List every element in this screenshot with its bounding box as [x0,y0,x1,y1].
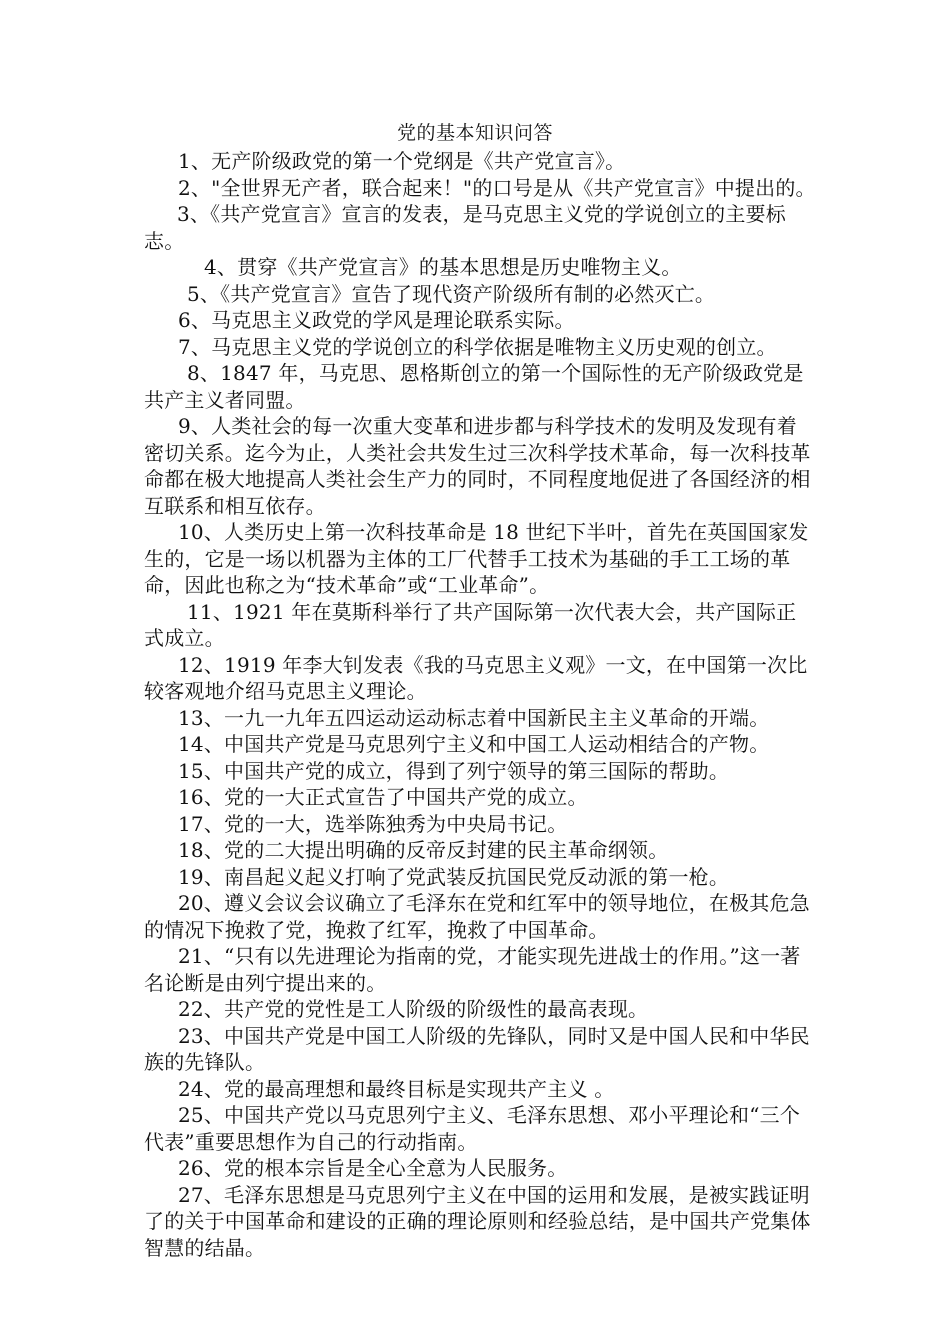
qa-item-20: 20、遵义会议会议确立了毛泽东在党和红军中的领导地位，在极其危急的情况下挽救了党，挽救了红军，挽救了中国革命。 [144,891,810,942]
qa-item-22: 22、共产党的党性是工人阶级的阶级性的最高表现。 [178,997,649,1021]
qa-item-12: 12、1919 年李大钊发表《我的马克思主义观》一文，在中国第一次比较客观地介绍马克思主义理论。 [144,652,808,703]
qa-item-2: 2、"全世界无产者，联合起来！"的口号是从《共产党宣言》中提出的。 [178,175,816,200]
document-body [144,148,816,1261]
qa-item-24: 24、党的最高理想和最终目标是实现共产主义 。 [178,1076,615,1101]
qa-item-9: 9、人类社会的每一次重大变革和进步都与科学技术的发明及发现有着密切关系。迄今为止，人类社会共发生过三次科学技术革命，每一次科技革命都在极大地提高人类社会生产力的同时，不同程度地促进了各国经济的相互联系和相互依存。 [144,414,811,518]
qa-item-17: 17、党的一大，选举陈独秀为中央局书记。 [178,811,568,836]
qa-item-13: 13、一九一九年五四运动运动标志着中国新民主主义革命的开端。 [178,705,770,730]
qa-item-21: 21、“只有以先进理论为指南的党，才能实现先进战士的作用。”这一著名论断是由列宁提出来的。 [144,944,801,995]
qa-item-26: 26、党的根本宗旨是全心全意为人民服务。 [178,1156,568,1180]
qa-item-11: 11、1921 年在莫斯科举行了共产国际第一次代表大会，共产国际正式成立。 [144,599,797,650]
document-title: 党的基本知识问答 [396,122,553,144]
qa-item-25: 25、中国共产党以马克思列宁主义、毛泽东思想、邓小平理论和“三个代表”重要思想作为自己的行动指南。 [144,1103,801,1154]
qa-item-4: 4、贯穿《共产党宣言》的基本思想是历史唯物主义。 [204,255,682,279]
qa-item-27: 27、毛泽东思想是马克思列宁主义在中国的运用和发展，是被实践证明了的关于中国革命和建设的正确的理论原则和经验总结，是中国共产党集体智慧的结晶。 [144,1182,811,1260]
qa-item-23: 23、中国共产党是中国工人阶级的先锋队，同时又是中国人民和中华民族的先锋队。 [144,1023,810,1074]
qa-item-15: 15、中国共产党的成立，得到了列宁领导的第三国际的帮助。 [178,758,730,783]
qa-item-16: 16、党的一大正式宣告了中国共产党的成立。 [178,785,588,809]
qa-item-19: 19、南昌起义起义打响了党武装反抗国民党反动派的第一枪。 [178,864,730,889]
qa-item-10: 10、人类历史上第一次科技革命是 18 世纪下半叶，首先在英国国家发生的，它是一场以机器为主体的工厂代替手工技术为基础的手工工场的革命，因此也称之为“技术革命”或“工业革命”。 [144,520,809,597]
qa-item-1: 1、无产阶级政党的第一个党纲是《共产党宣言》。 [178,149,626,173]
qa-item-18: 18、党的二大提出明确的反帝反封建的民主革命纲领。 [178,838,669,862]
qa-item-5: 5、《共产党宣言》宣告了现代资产阶级所有制的必然灭亡。 [187,281,716,306]
qa-item-7: 7、马克思主义党的学说创立的科学依据是唯物主义历史观的创立。 [178,334,777,359]
qa-item-8: 8、1847 年，马克思、恩格斯创立的第一个国际性的无产阶级政党是共产主义者同盟。 [144,361,804,412]
qa-item-14: 14、中国共产党是马克思列宁主义和中国工人运动相结合的产物。 [178,732,770,756]
qa-item-3: 3、《共产党宣言》宣言的发表，是马克思主义党的学说创立的主要标志。 [144,202,786,253]
qa-item-6: 6、马克思主义政党的学风是理论联系实际。 [178,308,575,332]
